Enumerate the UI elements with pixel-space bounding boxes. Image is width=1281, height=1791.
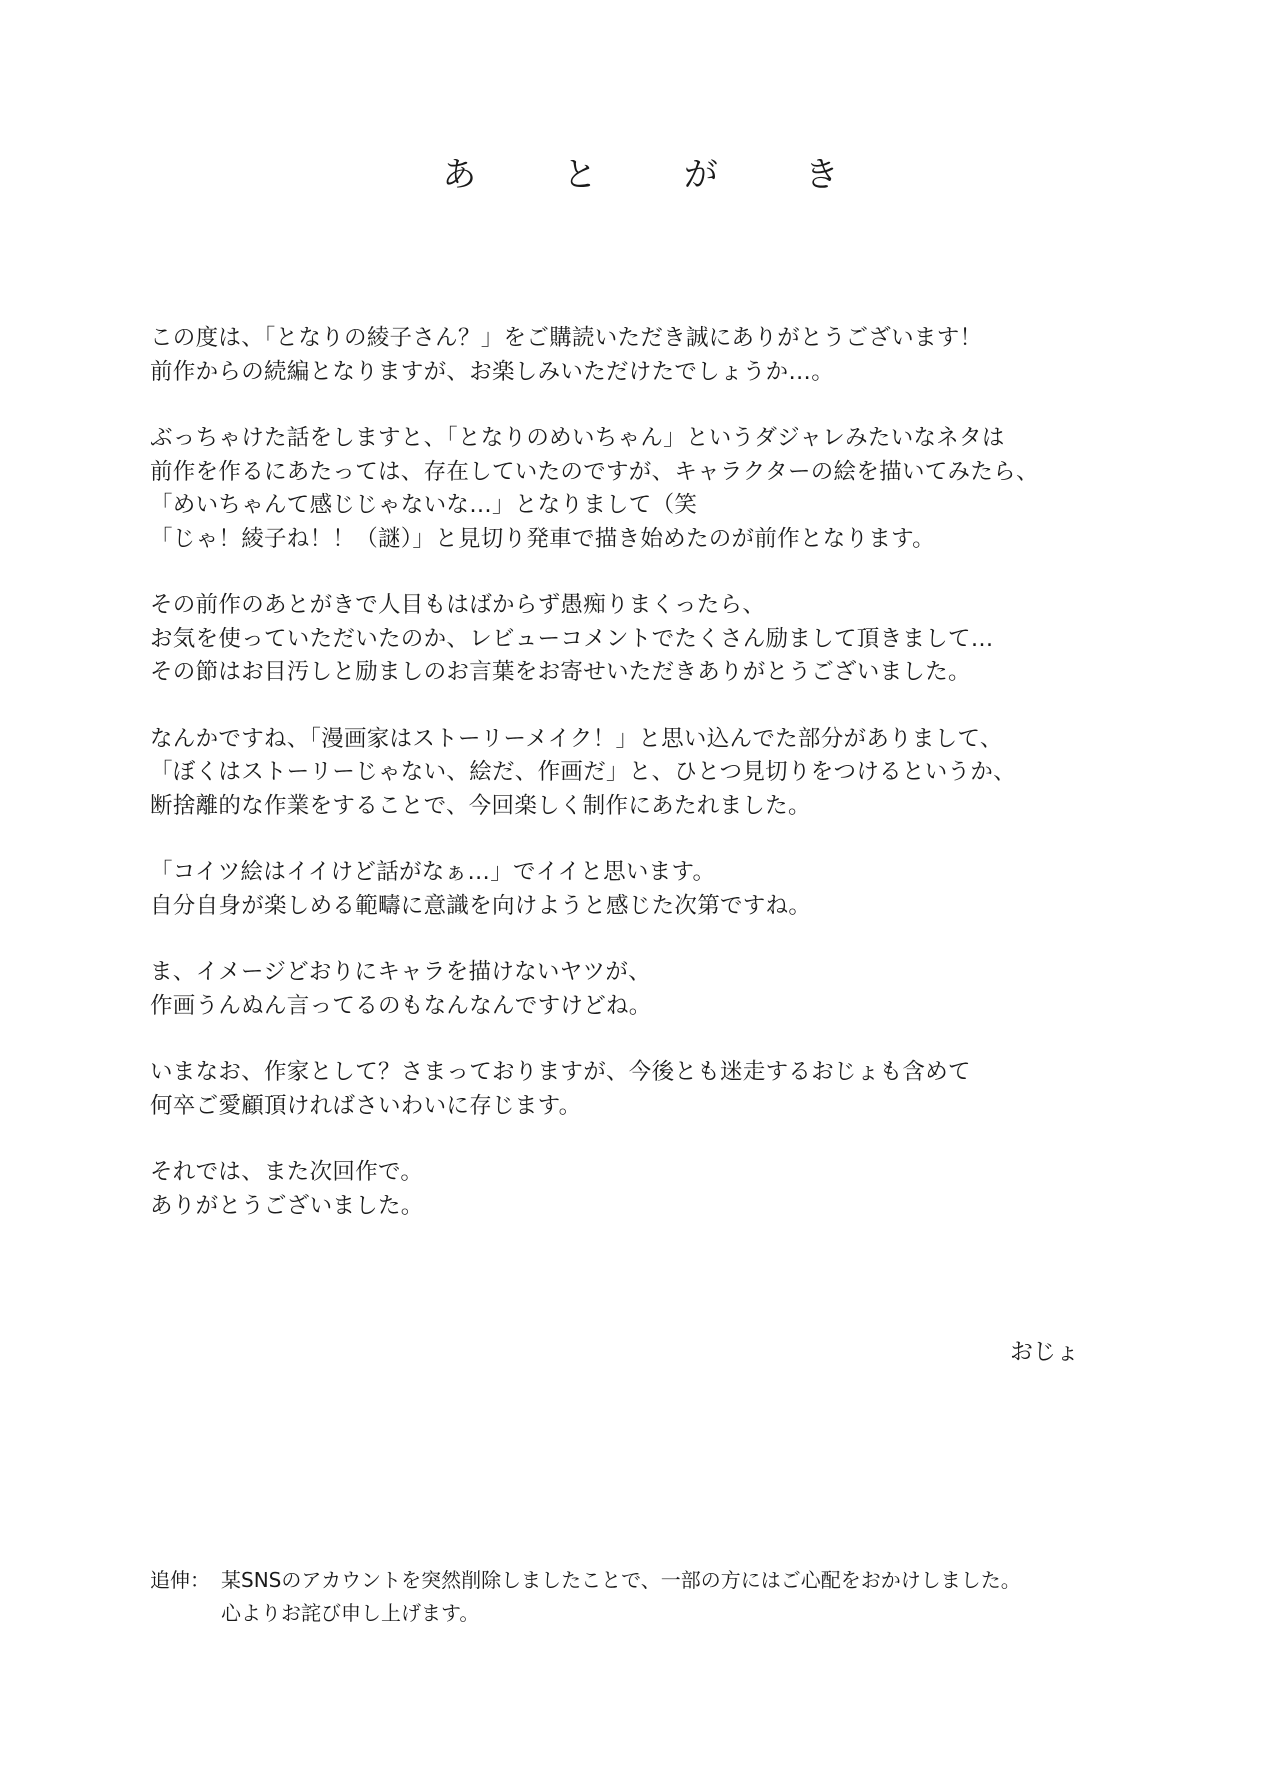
text-line: 前作を作るにあたっては、存在していたのですが、キャラクターの絵を描いてみたら、 (150, 458, 1039, 485)
text-line: 「ぼくはストーリーじゃない、絵だ、作画だ」と、ひとつ見切りをつけるというか、 (150, 759, 1016, 785)
text-line: 前作からの続編となりますが、お楽しみいただけたでしょうか…。 (150, 358, 835, 385)
paragraph (150, 1056, 1150, 1123)
postscript-text (221, 1564, 1021, 1630)
text-line: 「めいちゃんて感じじゃないな…」となりまして（笑 (150, 492, 698, 518)
text-line: お気を使っていただいたのか、レビューコメントでたくさん励まして頂きまして… (150, 625, 994, 652)
paragraph (150, 322, 1150, 389)
text-line: 「じゃ！綾子ね！！（謎）」と見切り発車で描き始めたのが前作となります。 (150, 525, 935, 552)
paragraph (150, 856, 1150, 923)
afterword-body (150, 322, 1150, 1256)
text-line: 作画うんぬん言ってるのもなんなんですけどね。 (150, 992, 652, 1019)
page-title: あ と が き (442, 155, 877, 195)
paragraph (150, 589, 1150, 690)
paragraph (150, 723, 1150, 824)
text-line: 某SNSのアカウントを突然削除しましたことで、一部の方にはご心配をおかけしました。 (221, 1568, 1021, 1592)
text-line: ま、イメージどおりにキャラを描けないヤツが、 (150, 959, 651, 985)
postscript (150, 1564, 1210, 1630)
text-line: ぶっちゃけた話をしますと、「となりのめいちゃん」というダジャレみたいなネタは (150, 425, 1005, 451)
author-signature: おじょ (1010, 1339, 1079, 1365)
text-line: いまなお、作家として？さまっておりますが、今後とも迷走するおじょも含めて (150, 1059, 971, 1085)
postscript-row (150, 1564, 1210, 1630)
text-line: 何卒ご愛顧頂ければさいわいに存じます。 (150, 1092, 582, 1119)
text-line: その前作のあとがきで人目もはばからず愚痴りまくったら、 (150, 592, 766, 618)
paragraph (150, 956, 1150, 1023)
text-line: 断捨離的な作業をすることで、今回楽しく制作にあたれました。 (150, 792, 811, 819)
text-line: それでは、また次回作で。 (150, 1159, 424, 1185)
text-line: 自分自身が楽しめる範疇に意識を向けようと感じた次第ですね。 (150, 892, 812, 919)
paragraph (150, 1156, 1150, 1223)
text-line: なんかですね、「漫画家はストーリーメイク！」と思い込んでた部分がありまして、 (150, 725, 1003, 752)
text-line: その節はお目汚しと励ましのお言葉をお寄せいただきありがとうございました。 (150, 659, 971, 685)
text-line: ありがとうございました。 (150, 1192, 424, 1219)
postscript-label: 追伸： (150, 1568, 210, 1592)
paragraph (150, 422, 1150, 556)
text-line: 心よりお詫び申し上げます。 (221, 1601, 480, 1625)
text-line: この度は、「となりの綾子さん？」をご購読いただき誠にありがとうございます！ (150, 325, 983, 351)
text-line: 「コイツ絵はイイけど話がなぁ…」でイイと思います。 (150, 859, 716, 885)
